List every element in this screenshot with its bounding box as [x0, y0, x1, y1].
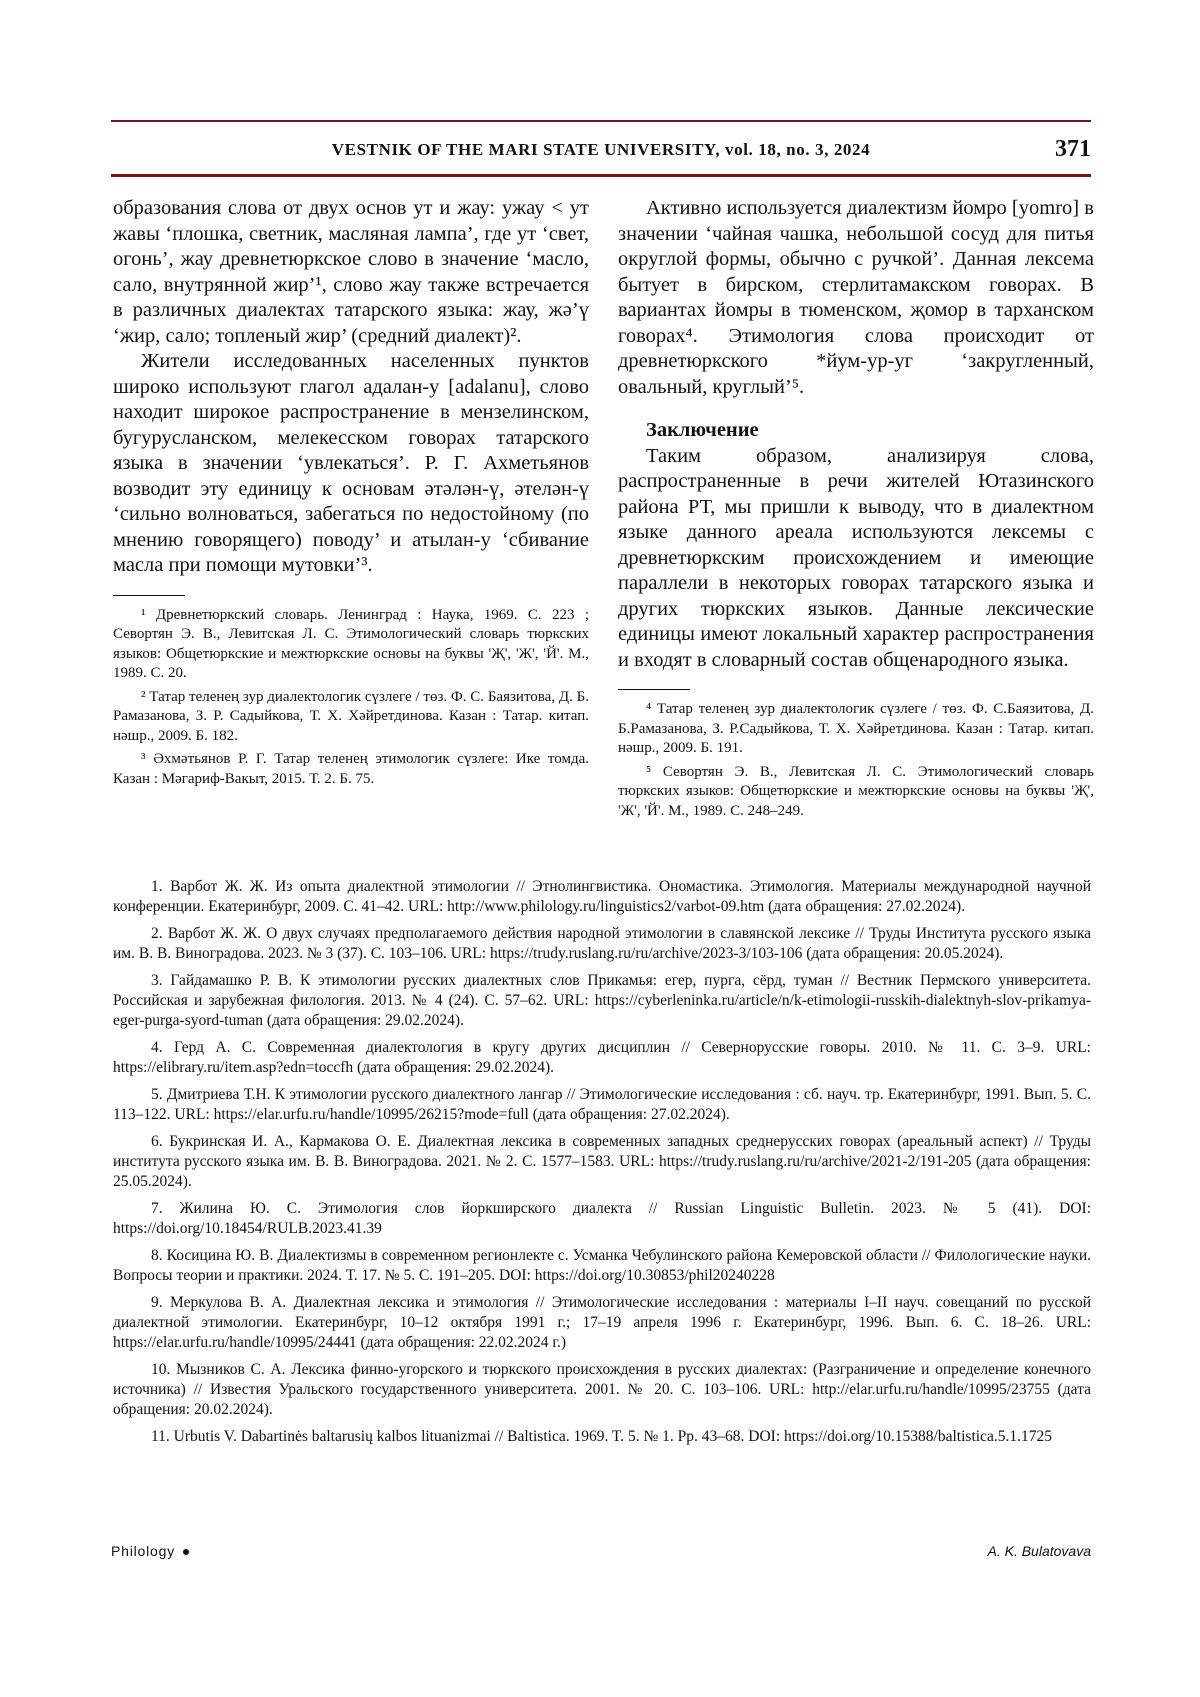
references-list	[113, 877, 1091, 1454]
reference-item: 11. Urbutis V. Dabartinės baltarusių kalbos lituanizmai // Baltistica. 1969. T. 5. № 1. Pp. 43–68. DOI: https://doi.org/10.15388/baltistica.5.1.1725	[151, 1428, 1052, 1445]
bullet-icon	[183, 1549, 189, 1555]
footnote-5: ⁵ Севортян Э. В., Левитская Л. С. Этимологический словарь тюркских языков: Общетюркские и межтюркские основы на буквы 'Җ', 'Ж', 'Й'. М., 1989. С. 248–249.	[618, 763, 1094, 819]
footer-section-label: Philology	[111, 1543, 176, 1559]
reference-item: 1. Варбот Ж. Ж. Из опыта диалектной этимологии // Этнолингвистика. Ономастика. Этимология. Материалы международной научной конференции. Екатеринбург, 2009. С. 41–42. URL: http://www.philology.ru/linguistics2/varbot-09.htm (дата обращения: 27.02.2024).	[113, 878, 1091, 915]
reference-item: 8. Косицина Ю. В. Диалектизмы в современном регионлекте с. Усманка Чебулинского района Кемеровской области // Филологические науки. Вопросы теории и практики. 2024. Т. 17. № 5. С. 191–205. DOI: https://doi.org/10.30853/phil20240228	[113, 1247, 1091, 1284]
conclusion-paragraph: Таким образом, анализируя слова, распространенные в речи жителей Ютазинского района РТ, мы пришли к выводу, что в диалектном языке данного ареала используются лексемы с древнетюркским происхождением и имеющие параллели в некоторых говорах татарского языка и других тюркских языков. Данные лексические единицы имеют локальный характер распространения и входят в словарный состав общенародного языка.	[618, 444, 1094, 671]
running-header	[111, 136, 1091, 166]
footnote-separator	[113, 595, 185, 596]
footer-author: A. K. Bulatovava	[987, 1543, 1091, 1559]
header-bottom-rule	[111, 174, 1091, 177]
reference-item: 2. Варбот Ж. Ж. О двух случаях предполагаемого действия народной этимологии в славянской лексике // Труды Института русского языка им. В. В. Виноградова. 2023. № 3 (37). С. 103–106. URL: https://trudy.ruslang.ru/ru/archive/2023-3/103-106 (дата обращения: 20.05.2024).	[113, 925, 1091, 962]
page-number: 371	[1055, 136, 1091, 162]
footnote-3: ³ Әхмәтьянов Р. Г. Татар теленең этимологик сүзлеге: Ике томда. Казан : Мәгариф-Вакыт, 2015. Т. 2. Б. 75.	[113, 751, 589, 787]
conclusion-heading: Заключение	[646, 419, 759, 441]
right-paragraph-1: Активно используется диалектизм йомро [yomro] в значении ‘чайная чашка, небольшой сосуд для питья округлой формы, обычно с ручкой’. Данная лексема бытует в бирском, стерлитамакском говорах. В вариантах йомры в тюменском, җомор в тарханском говорах⁴. Этимология слова происходит от древнетюркского *йум-ур-уг ‘закругленный, овальный, круглый’⁵.	[618, 197, 1094, 398]
reference-item: 6. Букринская И. А., Кармакова О. Е. Диалектная лексика в современных западных среднерусских говорах (ареальный аспект) // Труды института русского языка им. В. В. Виноградова. 2021. № 2. С. 1577–1583. URL: https://trudy.ruslang.ru/ru/archive/2021-2/191-205 (дата обращения: 25.05.2024).	[113, 1133, 1091, 1190]
reference-item: 3. Гайдамашко Р. В. К этимологии русских диалектных слов Прикамья: егер, пурга, сёрд, туман // Вестник Пермского университета. Российская и зарубежная филология. 2013. № 4 (24). С. 57–62. URL: https://cyberleninka.ru/article/n/k-etimologii-russkih-dialektnyh-slov-prikamya-eger-purga-syord-tuman (дата обращения: 29.02.2024).	[113, 972, 1091, 1029]
footnote-2: ² Татар теленең зур диалектологик сүзлеге / төз. Ф. С. Баязитова, Д. Б. Рамазанова, З. Р. Садыйкова, Т. Х. Хәйретдинова. Казан : Татар. китап. нәшр., 2009. Б. 182.	[113, 688, 589, 744]
reference-item: 9. Меркулова В. А. Диалектная лексика и этимология // Этимологические исследования : материалы I–II науч. совещаний по русской диалектной этимологии. Екатеринбург, 10–12 октября 1991 г.; 17–19 апреля 1996 г. Екатеринбург, 1996. Вып. 6. С. 18–26. URL: https://elar.urfu.ru/handle/10995/24441 (дата обращения: 22.02.2024 г.)	[113, 1294, 1091, 1351]
left-paragraph-1: образования слова от двух основ ут и жау: ужау < ут жавы ‘плошка, светник, масляная лампа’, где ут ‘свет, огонь’, жау древнетюркское слово в значение ‘масло, сало, внутрянной жир’¹, слово жау также встречается в различных диалектах татарского языка: жау, жә’ү ‘жир, сало; топленый жир’ (средний диалект)².	[113, 197, 589, 347]
reference-item: 4. Герд А. С. Современная диалектология в кругу других дисциплин // Севернорусские говоры. 2010. № 11. С. 3–9. URL: https://elibrary.ru/item.asp?edn=toccfh (дата обращения: 29.02.2024).	[113, 1039, 1091, 1076]
footnote-1: ¹ Древнетюркский словарь. Ленинград : Наука, 1969. С. 223 ; Севортян Э. В., Левитская Л. С. Этимологический словарь тюркских языков: Общетюркские и межтюркские основы на буквы 'Җ', 'Ж', 'Й'. М., 1989. С. 20.	[113, 606, 589, 681]
footer-section	[111, 1543, 189, 1559]
left-column	[113, 196, 589, 793]
right-column	[618, 196, 1094, 825]
header-top-rule	[111, 120, 1091, 122]
footnote-separator	[618, 689, 690, 690]
journal-title: VESTNIK OF THE MARI STATE UNIVERSITY, vol. 18, no. 3, 2024	[331, 140, 871, 159]
footnote-4: ⁴ Татар теленең зур диалектологик сүзлеге / төз. Ф. С.Баязитова, Д. Б.Рамазанова, З. Р.Садыйкова, Т. Х. Хәйретдинова. Казан : Татар. китап. нәшр., 2009. Б. 191.	[618, 701, 1094, 756]
left-paragraph-2: Жители исследованных населенных пунктов широко используют глагол адалан-у [adalanu], слово находит широкое распространение в мензелинском, бугурусланском, мелекесском говорах татарского языка в значении ‘увлекаться’. Р. Г. Ахметьянов возводит эту единицу к основам әтәлән-ү, әтелән-ү ‘сильно волноваться, забегаться по недостойному (по мнению говорящего) поводу’ и атылан-у ‘сбивание масла при помощи мутовки’³.	[113, 350, 589, 576]
reference-item: 5. Дмитриева Т.Н. К этимологии русского диалектного лангар // Этимологические исследования : сб. науч. тр. Екатеринбург, 1991. Вып. 5. С. 113–122. URL: https://elar.urfu.ru/handle/10995/26215?mode=full (дата обращения: 27.02.2024).	[113, 1086, 1091, 1123]
reference-item: 7. Жилина Ю. С. Этимология слов йоркширского диалекта // Russian Linguistic Bulletin. 2023. № 5 (41). DOI: https://doi.org/10.18454/RULB.2023.41.39	[113, 1200, 1091, 1237]
reference-item: 10. Мызников С. А. Лексика финно-угорского и тюркского происхождения в русских диалектах: (Разграничение и определение конечного источника) // Известия Уральского государственного университета. 2001. № 20. С. 103–106. URL: http://elar.urfu.ru/handle/10995/23755 (дата обращения: 20.02.2024).	[113, 1361, 1091, 1418]
